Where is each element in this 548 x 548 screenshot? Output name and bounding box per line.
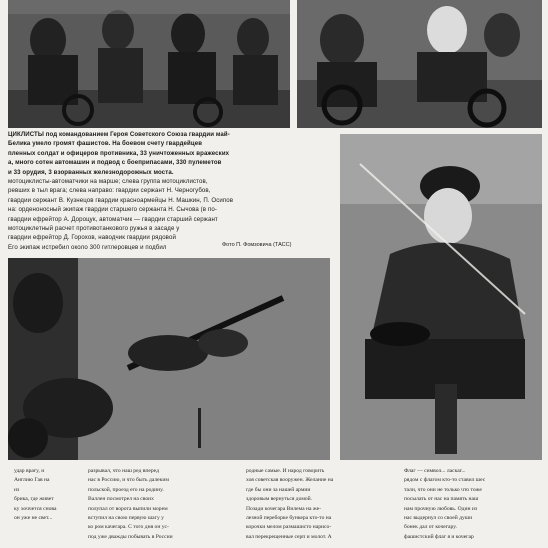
caption-line: ревших в тыл врага; слева направо: гвардии сержант Н. Черногубов, xyxy=(8,187,211,195)
caption-line: мотоциклисты-автоматчики на марше; слева группа мотоциклистов, xyxy=(8,178,208,186)
photo-soldier-portrait xyxy=(340,134,542,460)
caption-line: и 33 орудия, 3 взорванных железнодорожных моста. xyxy=(8,168,174,176)
caption-line: гвардии ефрейтор А. Дороцук, автоматчик — гвардии старший сержант xyxy=(8,215,218,223)
column-line: удар врагу, и xyxy=(14,468,45,474)
column-line: хоя советская вооружен. Желание на xyxy=(246,477,334,484)
column-line: нас выдернул со своей души xyxy=(404,515,473,522)
text-column-4 xyxy=(404,467,542,548)
column-line: ку хоччется снова xyxy=(14,505,57,512)
caption-line: Белика умело громят фашистов. На боевом счету гвардейцев xyxy=(8,140,203,148)
column-line: польской, проезд его на родину. xyxy=(88,486,164,493)
column-line: рядом с флагом кто-то ставил шес xyxy=(404,477,486,484)
photo-motorcyclist-group xyxy=(8,0,290,128)
photo-caption xyxy=(8,130,336,250)
caption-line: а, много сотен автомашин и подвод с боеприпасами, 330 пулеметов xyxy=(8,159,222,167)
column-line: фашистский флаг я и кочегар xyxy=(404,533,474,540)
caption-line: Его экипаж истребил около 300 гитлеровцев и подбил xyxy=(8,243,167,250)
caption-line: ЦИКЛИСТЫ под командованием Героя Советского Союза гвардии май- xyxy=(8,131,230,138)
column-line: посылать от нас на память наш xyxy=(404,496,479,503)
photo-credit: Фото П. Фомзовича (ТАСС) xyxy=(222,242,292,248)
column-line: Флаг — символ... ласкаг... xyxy=(404,468,466,474)
column-line: нам прочную любовь. Один из xyxy=(404,505,478,512)
text-column-3 xyxy=(246,467,396,548)
caption-line: гвардии сержант В. Кузнецов гвардии красноармейцы Н. Машкин, П. Осипов xyxy=(8,196,234,204)
column-line: разрывал, что наш ред вперед xyxy=(88,468,159,474)
column-line: он уже не свет... xyxy=(14,515,53,522)
column-line: лезной переборке бункера кто-то на xyxy=(246,515,332,522)
column-line: полупал от ворота выпили морем xyxy=(88,505,168,512)
column-line: бонек дал от кочегару. xyxy=(404,524,457,531)
text-column-2 xyxy=(88,467,238,548)
column-line: Позади кочегара Вилема на же- xyxy=(246,505,321,512)
column-line: Англию Гав на xyxy=(14,477,50,484)
photo-riders xyxy=(297,0,542,128)
caption-line: на: орденоносный экипаж гвардии старшего сержанта Н. Сычова (в по- xyxy=(8,206,217,214)
column-line: из xyxy=(14,486,20,493)
column-line: вал перекрещенные серп и молот. А xyxy=(246,533,332,540)
column-line: родные самые. И народ говорить xyxy=(246,468,325,474)
column-line: вступил на свою первую шагу у xyxy=(88,515,164,522)
caption-line: гвардии ефрейтор Д. Горохов, наводчик гвардии рядовой xyxy=(8,234,176,242)
photo-antitank-crew xyxy=(8,258,330,460)
column-line: под уже дважды побывать в России xyxy=(88,533,173,540)
caption-line: пленных солдат и офицеров противника, 33 уничтоженных вражеских xyxy=(8,149,230,157)
column-line: нас в Россию, и что быть далеким xyxy=(88,477,169,484)
column-line: тали, что они не только что тоже xyxy=(404,486,482,493)
column-line: ко ром качегара. С того дня он ус- xyxy=(88,524,169,531)
column-line: брика, где живет xyxy=(14,496,54,503)
column-line: где бы они за нашей армии xyxy=(246,486,311,493)
column-line: корочки мелом размашисто нарисо- xyxy=(246,524,332,531)
column-line: здоровым вернуться домой. xyxy=(246,496,313,503)
caption-line: мотоциклетный расчет противотанкового ружья в засаде у xyxy=(8,225,180,233)
text-column-1 xyxy=(14,467,78,548)
column-line: Валлен посмотрел на своих xyxy=(88,496,154,503)
